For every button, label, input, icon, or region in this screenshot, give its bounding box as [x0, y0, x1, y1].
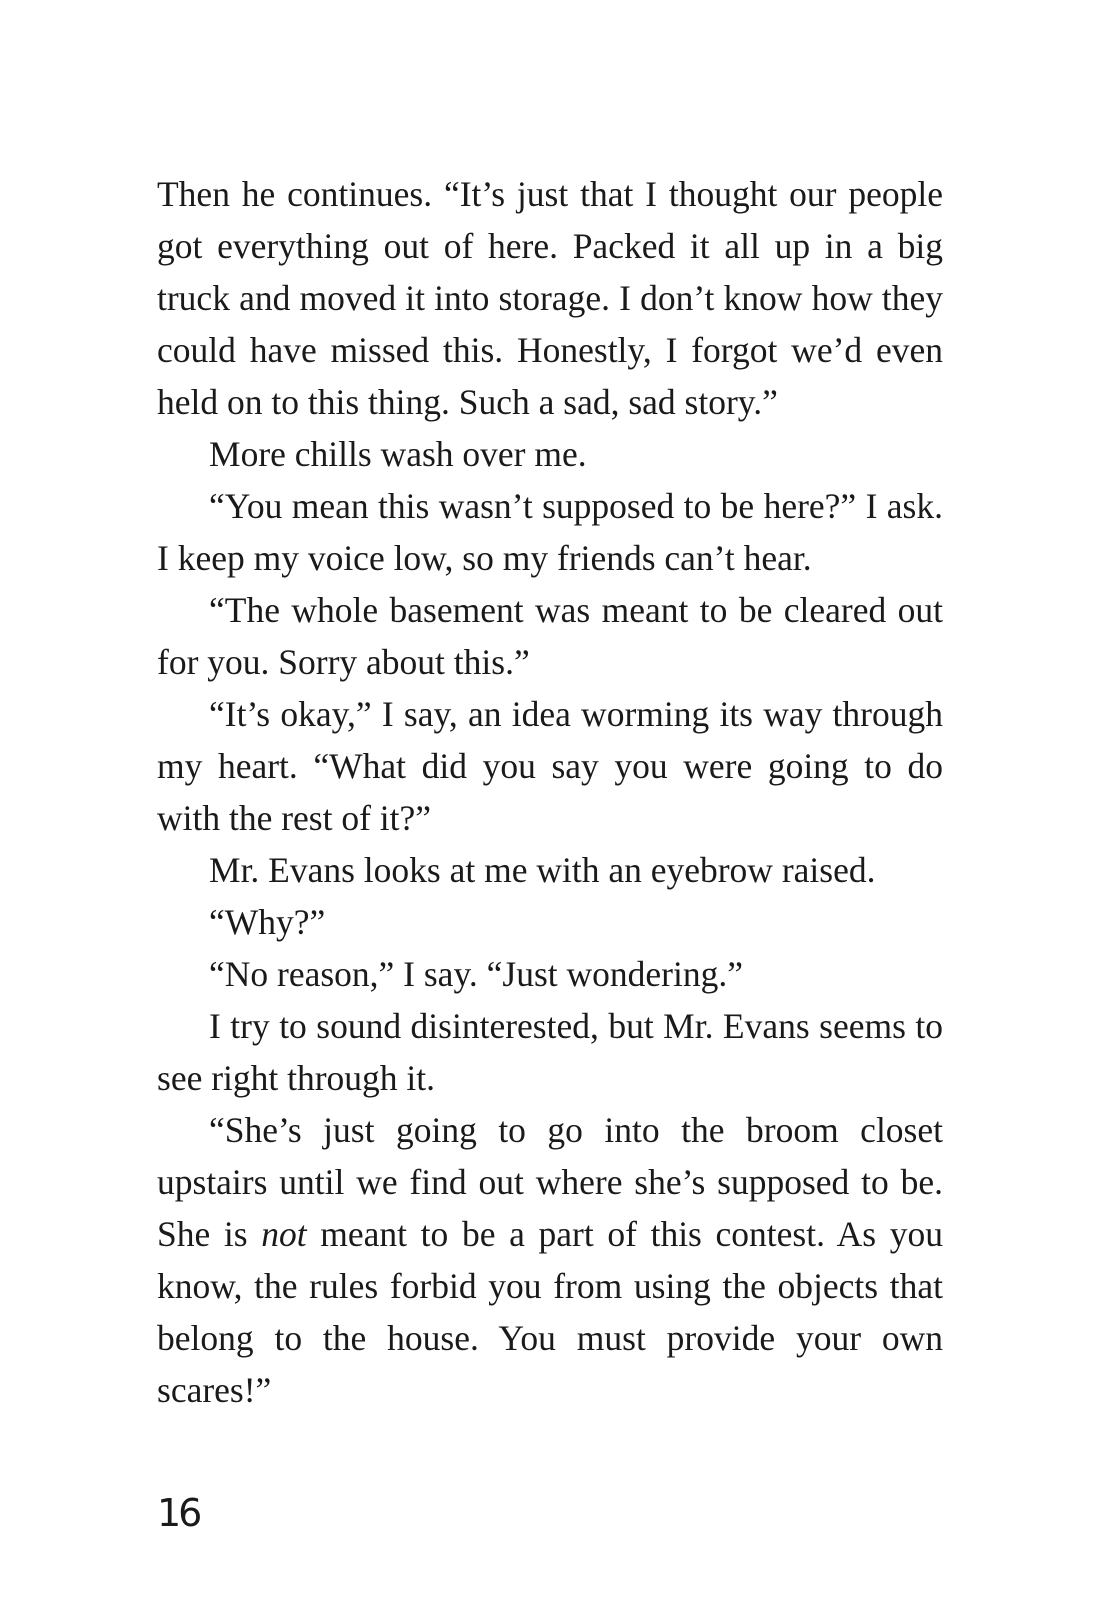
- last-paragraph: [157, 1104, 943, 1416]
- emphasized-word: not: [261, 1214, 307, 1254]
- paragraph: “No reason,” I say. “Just wondering.”: [209, 954, 743, 994]
- paragraph: “You mean this wasn’t supposed to be here?” I ask. I keep my voice low, so my friends can’t hear.: [157, 486, 943, 578]
- paragraph: “It’s okay,” I say, an idea worming its way through my heart. “What did you say you were going to do with the rest of it?”: [157, 694, 943, 838]
- paragraph-text-end: meant to be a part of this contest. As you know, the rules forbid you from using the objects that belong to the house. You must provide your own scares!”: [157, 1214, 944, 1410]
- paragraph: Then he continues. “It’s just that I thought our people got everything out of here. Packed it all up in a big truck and moved it into storage. I don’t know how they could have missed this. Honestly, I forgot we’d even held on to this thing. Such a sad, sad story.”: [157, 174, 943, 422]
- body-text: [157, 168, 943, 1416]
- paragraph: “Why?”: [209, 902, 326, 942]
- paragraph: Mr. Evans looks at me with an eyebrow raised.: [209, 850, 876, 890]
- paragraph: “The whole basement was meant to be cleared out for you. Sorry about this.”: [157, 590, 943, 682]
- paragraph: I try to sound disinterested, but Mr. Evans seems to see right through it.: [157, 1006, 943, 1098]
- paragraph: More chills wash over me.: [209, 434, 587, 474]
- paragraph-text-start: “She’s just going to go into the broom closet upstairs until we find out where she’s supposed to be. She is: [157, 1110, 943, 1254]
- page-number: 16: [157, 1491, 200, 1535]
